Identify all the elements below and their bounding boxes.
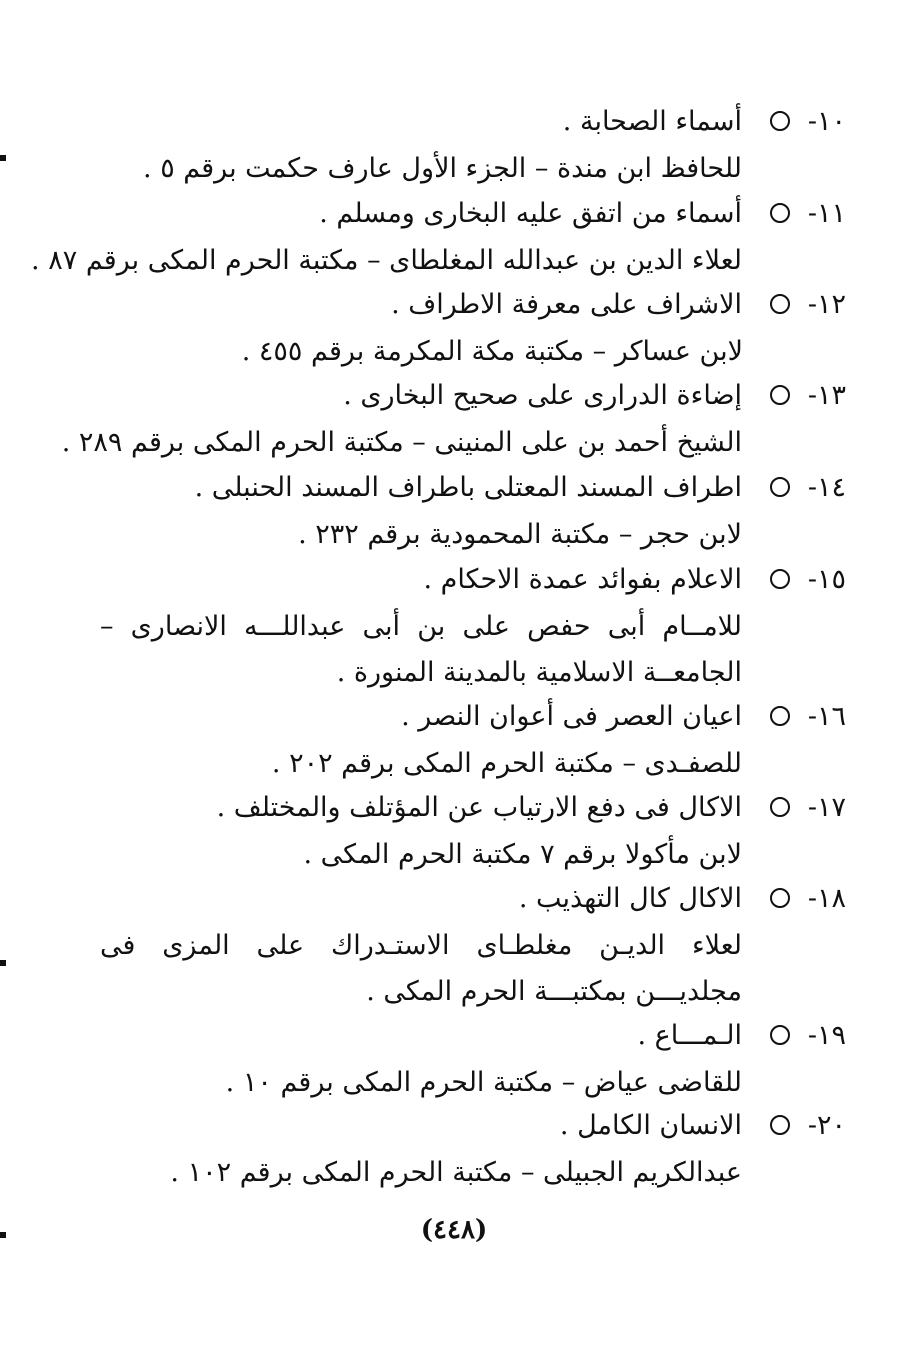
entry-description: للقاضى عياض – مكتبة الحرم المكى برقم ١٠ . [225,1067,742,1098]
bibliography-entry-11 [0,192,908,284]
entry-number: ١٨- [807,883,846,914]
circle-marker-icon [770,1115,790,1135]
entry-number: ٢٠- [807,1110,846,1141]
entry-title: أسماء من اتفق عليه البخارى ومسلم . [319,198,742,229]
entry-description: لابن عساكر – مكتبة مكة المكرمة برقم ٤٥٥ . [241,336,743,367]
entry-description: الشيخ أحمد بن على المنينى – مكتبة الحرم المكى برقم ٢٨٩ . [61,427,742,458]
entry-title: الانسان الكامل . [559,1110,742,1141]
entry-number: ١٣- [807,380,846,411]
bibliography-entry-10 [0,100,908,192]
bibliography-entry-16 [0,695,908,787]
bibliography-entry-13 [0,374,908,466]
entry-number: ١٥- [807,564,846,595]
entry-title: الـمـــاع . [637,1020,742,1051]
entry-number: ١١- [807,198,846,229]
entry-title: إضاءة الدرارى على صحيح البخارى . [343,380,742,411]
entry-number: ١٢- [807,289,846,320]
circle-marker-icon [770,203,790,223]
entry-title: الاكال فى دفع الارتياب عن المؤتلف والمختلف . [216,792,742,823]
circle-marker-icon [770,385,790,405]
bibliography-entry-19 [0,1014,908,1106]
entry-title: الاكال كال التهذيب . [518,883,742,914]
circle-marker-icon [770,569,790,589]
entry-number: ١٧- [807,792,846,823]
entry-title: اعيان العصر فى أعوان النصر . [401,701,742,732]
scan-mark [0,960,6,966]
circle-marker-icon [770,477,790,497]
entry-title: الاعلام بفوائد عمدة الاحكام . [423,564,742,595]
entry-description: للحافظ ابن مندة – الجزء الأول عارف حكمت برقم ٥ . [143,153,742,184]
scan-mark [0,1232,6,1238]
entry-description: عبدالكريم الجبيلى – مكتبة الحرم المكى برقم ١٠٢ . [170,1157,742,1188]
entry-title: أسماء الصحابة . [562,106,742,137]
entry-description: لابن حجر – مكتبة المحمودية برقم ٢٣٢ . [298,519,742,550]
scan-mark [0,155,6,161]
entry-number: ١٠- [807,106,846,137]
circle-marker-icon [770,706,790,726]
entry-number: ١٤- [807,472,846,503]
circle-marker-icon [770,111,790,131]
entry-title: الاشراف على معرفة الاطراف . [391,289,742,320]
page-number: (٤٤٨) [420,1215,488,1245]
entry-number: ١٩- [807,1020,846,1051]
entry-number: ١٦- [807,701,846,732]
bibliography-entry-17 [0,786,908,878]
bibliography-entry-20 [0,1104,908,1196]
entry-description: للامــام أبى حفص على بن أبى عبداللـــه الانصارى – الجامعــة الاسلامية بالمدينة المنورة . [100,611,742,688]
bibliography-entry-12 [0,283,908,375]
bibliography-entry-18 [0,877,908,1015]
circle-marker-icon [770,294,790,314]
circle-marker-icon [770,1025,790,1045]
circle-marker-icon [770,797,790,817]
entry-description: لعلاء الدين بن عبدالله المغلطاى – مكتبة الحرم المكى برقم ٨٧ . [31,245,742,276]
entry-description: لعلاء الديـن مغلطـاى الاستـدراك على المزى فى مجلديـــن بمكتبـــة الحرم المكى . [100,930,742,1007]
entry-description: لابن مأكولا برقم ٧ مكتبة الحرم المكى . [303,839,742,870]
bibliography-entry-15 [0,558,908,696]
bibliography-entry-14 [0,466,908,558]
entry-title: اطراف المسند المعتلى باطراف المسند الحنبلى . [194,472,742,503]
entry-description: للصفـدى – مكتبة الحرم المكى برقم ٢٠٢ . [271,748,742,779]
circle-marker-icon [770,888,790,908]
